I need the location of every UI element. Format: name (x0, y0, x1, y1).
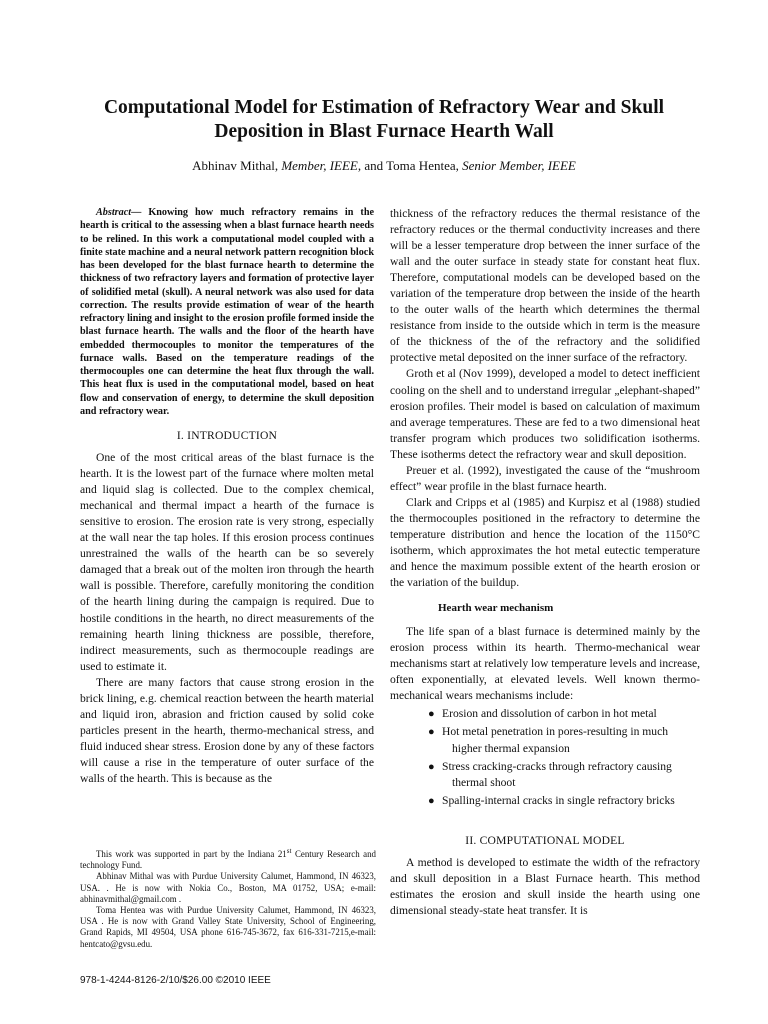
right-paragraph-2: Groth et al (Nov 1999), developed a model to detect inefficient cooling on the shell and to understand irregular „elephant-shaped” erosion profiles. Their model is based on calculation of maximum and average temperatures. These are fed to a two dimensional heat transfer program which produces two solidification isotherms. These isotherms detect the refractory wear and skull deposition. (390, 367, 700, 461)
abstract (80, 206, 374, 418)
bullet-icon: ● (428, 794, 435, 807)
bullet-icon: ● (428, 760, 435, 773)
right-column (390, 206, 700, 919)
footnote-author-1: Abhinav Mithal was with Purdue University Calumet, Hammond, IN 46323, USA. . He is now with Nokia Co., Boston, MA 01752, USA; e-mail: abhinavmithal@gmail.com . (80, 871, 376, 904)
page-footer-code: 978-1-4244-8126-2/10/$26.00 ©2010 IEEE (80, 975, 271, 986)
footnote-author-2: Toma Hentea was with Purdue University Calumet, Hammond, IN 46323, USA . He is now with Grand Valley State University, School of Engineering, Grand Rapids, MI 49504, USA phone 616-745-3672, fax 616-331-7215,e-mail: hentcato@gvsu.edu. (80, 904, 376, 949)
wear-mechanism-list (390, 706, 700, 808)
list-item: ● Stress cracking-cracks through refractory causing thermal shoot (428, 759, 672, 789)
section-heading-computational-model: II. COMPUTATIONAL MODEL (465, 833, 625, 847)
abstract-dash: — (131, 207, 149, 218)
author-2-role: Senior Member, IEEE (462, 158, 576, 173)
bullet-icon: ● (428, 708, 435, 721)
list-item: ● Erosion and dissolution of carbon in hot metal (428, 706, 700, 722)
right-paragraph-4: Clark and Cripps et al (1985) and Kurpisz et al (1988) studied the thermocouples positioned in the refractory to determine the temperature distribution and hence the location of the 1150°C isotherm, which approximates the hot metal eutectic temperature and hence the maximum possible extent of the hearth erosion or the variation of the buildup. (390, 495, 700, 590)
model-paragraph-1: A method is developed to estimate the width of the refractory and skull deposition in a Blast Furnace hearth. This method estimates the erosion and skull inside the hearth using one dimensional steady-state heat transfer. It is (390, 855, 700, 917)
intro-paragraph-1: One of the most critical areas of the blast furnace is the hearth. It is the lowest part of the furnace where molten metal and liquid slag is collected. Due to the complex chemical, mechanical and thermal impact a hearth of the furnace is sensitive to erosion. The erosion rate is very strong, especially at the wall near the tap holes. If this erosion process continues unrestrained the walls of the hearth can be so severely damaged that a break out of the molten iron through the hearth wall is possible. Therefore, carefully monitoring the condition of the hearth lining during the campaign is required. Due to hostile conditions in the hearth, no direct measurements of the remaining hearth lining thickness are possible, therefore, indirect measurements, such as thermocouple readings are used to estimate it. (80, 451, 374, 673)
section-heading-introduction: I. INTRODUCTION (176, 429, 278, 442)
list-item: ● Spalling-internal cracks in single refractory bricks (428, 793, 700, 809)
bullet-icon: ● (428, 726, 435, 739)
author-1: Abhinav Mithal, (192, 158, 282, 173)
paper-title (60, 96, 708, 144)
footnotes (80, 846, 376, 950)
author-joiner: , and Toma Hentea, (357, 158, 463, 173)
title-line-1: Computational Model for Estimation of Refractory Wear and Skull (103, 97, 665, 118)
left-column (80, 206, 374, 787)
list-item: ● Hot metal penetration in pores-resulting in much higher thermal expansion (428, 725, 669, 755)
abstract-label: Abstract (96, 207, 132, 218)
footnote-funding: This work was supported in part by the Indiana 21st Century Research and technology Fund. (80, 847, 376, 871)
title-line-2: Deposition in Blast Furnace Hearth Wall (214, 121, 554, 142)
right-paragraph-3: Preuer et al. (1992), investigated the cause of the “mushroom effect” wear profile in the blast furnace hearth. (390, 463, 700, 493)
subsection-heading-hearth-wear: Hearth wear mechanism (438, 602, 554, 615)
right-paragraph-1: thickness of the refractory reduces the thermal resistance of the refractory reduces or the thermal conductivity increases and there will be a lesser temperature drop between the inner surface of the wall and the outer surface in steady state for constant heat flux. Therefore, computational models can be developed based on the variation of the temperature drop between the inside of the hearth to the outer walls of the hearth which determines the thermal resistance from inside to the outside which in term is the measure of the thickness of the of the refractory and the solidified protective metal deposited on the inner surface of the refractory. (390, 207, 700, 365)
author-line (60, 158, 708, 174)
wear-paragraph-1: The life span of a blast furnace is determined mainly by the erosion process within its hearth. Thermo-mechanical wear mechanisms start at relatively low temperature levels and increase, often exponentially, at elevated levels. Well known thermo-mechanical wears mechanisms include: (390, 625, 701, 703)
abstract-text: Knowing how much refractory remains in the hearth is critical to the assessing when a blast furnace hearth needs to be relined. In this work a computational model coupled with a finite state machine and a neural network pattern recognition block has been developed for the blast furnace hearth to determine the thickness of two refractory layers and formation of protective layer of solidified metal (skull). A neural network was also used for data correction. The results provide estimation of wear of the hearth refractory lining and insight to the erosion profile formed inside the blast furnace hearth. The walls and the floor of the hearth have embedded thermocouples to monitor the temperatures of the furnace walls. Based on the temperature readings of the thermocouples one can determine the heat flux through the wall. This heat flux is used in the computational model, based on heat flow and conservation of energy, to determine the skull deposition and refractory wear. (80, 207, 375, 417)
author-1-role: Member, IEEE (281, 158, 358, 173)
intro-paragraph-2: There are many factors that cause strong erosion in the brick lining, e.g. chemical reaction between the hearth material and liquid iron, abrasion and friction caused by solid coke particles present in the hearth, thermo-mechanical stress, and fluid induced shear stress. Erosion done by any of these factors will cause a rise in the temperature of outer surface of the walls of the hearth. This is because as the (80, 675, 374, 785)
